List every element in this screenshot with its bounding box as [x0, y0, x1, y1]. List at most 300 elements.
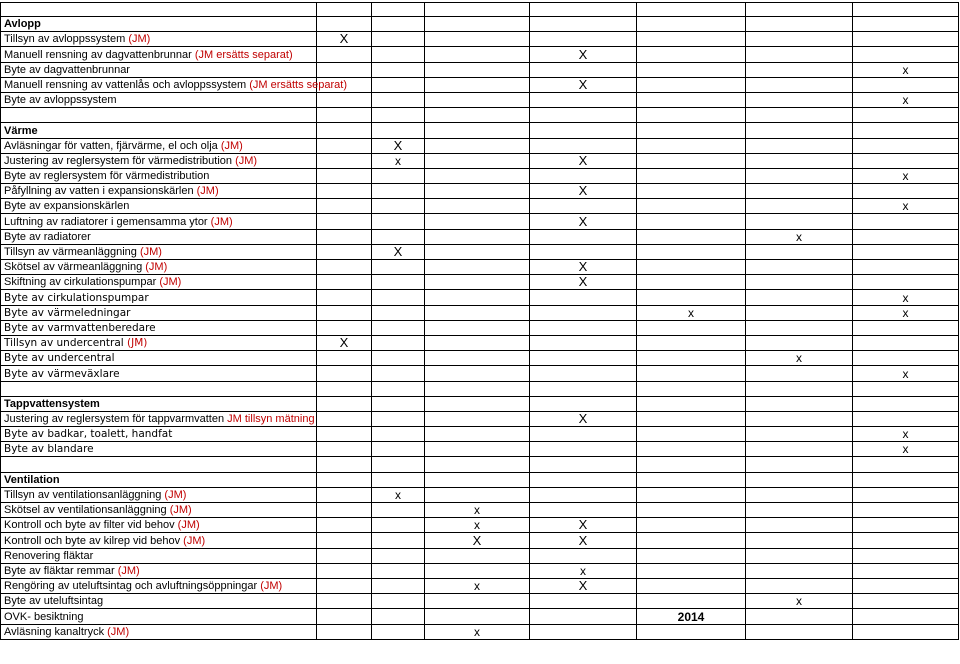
schedule-cell [637, 381, 746, 396]
schedule-mark: x [425, 624, 530, 639]
task-note: (JM) [127, 337, 148, 350]
schedule-cell [530, 487, 637, 502]
schedule-cell [530, 457, 637, 472]
schedule-cell [372, 442, 425, 457]
task-label [1, 396, 317, 411]
schedule-cell [637, 214, 746, 229]
schedule-mark: x [425, 503, 530, 518]
schedule-cell [372, 381, 425, 396]
schedule-cell [425, 290, 530, 305]
task-label [1, 47, 317, 62]
task-label [1, 320, 317, 335]
schedule-cell [425, 244, 530, 259]
schedule-mark: X [317, 335, 372, 350]
table-row [1, 199, 959, 214]
schedule-cell [372, 320, 425, 335]
task-note: (JM) [139, 246, 162, 258]
schedule-cell [317, 199, 372, 214]
schedule-cell [637, 594, 746, 609]
table-row [1, 275, 959, 290]
schedule-cell [637, 168, 746, 183]
schedule-mark: X [530, 184, 637, 199]
schedule-mark: x [853, 92, 959, 107]
schedule-cell [637, 199, 746, 214]
task-label [1, 62, 317, 77]
schedule-cell [746, 563, 853, 578]
schedule-cell [530, 351, 637, 366]
schedule-cell [853, 396, 959, 411]
schedule-cell [530, 503, 637, 518]
task-name: Byte av undercentral [4, 352, 115, 365]
task-note: (JM ersätts separat) [194, 48, 293, 61]
schedule-cell [372, 594, 425, 609]
schedule-cell [637, 548, 746, 563]
task-label [1, 427, 317, 442]
schedule-cell [372, 290, 425, 305]
schedule-cell [746, 77, 853, 92]
schedule-cell [317, 609, 372, 624]
task-name: Justering av reglersystem för tappvarmvatten [4, 413, 225, 426]
schedule-cell [746, 123, 853, 138]
task-label [1, 229, 317, 244]
schedule-cell [746, 609, 853, 624]
schedule-cell [853, 335, 959, 350]
schedule-cell [637, 578, 746, 593]
schedule-cell [746, 472, 853, 487]
schedule-cell [637, 487, 746, 502]
schedule-cell [317, 214, 372, 229]
schedule-cell [530, 229, 637, 244]
schedule-cell [317, 503, 372, 518]
schedule-mark: x [746, 594, 853, 609]
schedule-cell [637, 229, 746, 244]
schedule-cell [853, 578, 959, 593]
schedule-cell [530, 427, 637, 442]
task-name: Värme [4, 124, 38, 137]
schedule-cell [372, 199, 425, 214]
table-row [1, 335, 959, 350]
table-row [1, 77, 959, 92]
section-header-row [1, 396, 959, 411]
task-name: Kontroll och byte av filter vid behov [4, 519, 175, 532]
task-name: Tappvattensystem [4, 397, 100, 410]
schedule-cell [372, 503, 425, 518]
schedule-mark: x [746, 229, 853, 244]
schedule-cell [637, 77, 746, 92]
schedule-cell [425, 305, 530, 320]
schedule-cell [425, 563, 530, 578]
schedule-cell [637, 47, 746, 62]
schedule-cell [746, 138, 853, 153]
schedule-cell [637, 624, 746, 639]
task-label [1, 351, 317, 366]
schedule-cell [317, 3, 372, 17]
task-label [1, 457, 317, 472]
section-header-row [1, 123, 959, 138]
schedule-cell [372, 77, 425, 92]
schedule-cell [637, 396, 746, 411]
schedule-cell [372, 260, 425, 275]
table-row [1, 442, 959, 457]
task-label [1, 32, 317, 47]
schedule-cell [746, 17, 853, 32]
schedule-cell [372, 17, 425, 32]
table-body [1, 3, 959, 640]
schedule-cell [853, 138, 959, 153]
schedule-cell [372, 533, 425, 548]
schedule-cell [637, 503, 746, 518]
schedule-cell [637, 563, 746, 578]
table-row [1, 92, 959, 107]
schedule-cell [530, 17, 637, 32]
task-label [1, 305, 317, 320]
schedule-cell [637, 533, 746, 548]
schedule-cell [372, 3, 425, 17]
schedule-cell [853, 548, 959, 563]
schedule-cell [853, 594, 959, 609]
schedule-mark: X [530, 260, 637, 275]
schedule-cell [425, 214, 530, 229]
task-note: (JM ersätts separat) [249, 78, 348, 91]
task-label [1, 548, 317, 563]
task-note: (JM) [117, 564, 140, 577]
task-label [1, 3, 317, 17]
schedule-cell [530, 244, 637, 259]
task-note: (JM) [159, 276, 182, 289]
schedule-mark: X [530, 411, 637, 426]
table-row [1, 366, 959, 381]
schedule-cell [317, 184, 372, 199]
schedule-cell [853, 229, 959, 244]
schedule-mark: x [372, 153, 425, 168]
task-name: Avläsning kanaltryck [4, 625, 105, 638]
schedule-cell [530, 396, 637, 411]
schedule-cell [317, 305, 372, 320]
schedule-cell [530, 290, 637, 305]
schedule-cell [637, 184, 746, 199]
schedule-cell [317, 487, 372, 502]
schedule-cell [425, 320, 530, 335]
schedule-mark: X [530, 77, 637, 92]
task-name: Skötsel av ventilationsanläggning [4, 504, 167, 517]
task-label [1, 260, 317, 275]
table-row [1, 32, 959, 47]
schedule-cell [530, 609, 637, 624]
schedule-cell [530, 366, 637, 381]
schedule-cell [317, 168, 372, 183]
schedule-cell [637, 442, 746, 457]
schedule-cell [317, 472, 372, 487]
spacer-row [1, 108, 959, 123]
schedule-cell [746, 457, 853, 472]
schedule-mark: x [746, 351, 853, 366]
task-label [1, 594, 317, 609]
schedule-mark: x [853, 168, 959, 183]
task-label [1, 138, 317, 153]
schedule-cell [372, 472, 425, 487]
schedule-cell [317, 244, 372, 259]
schedule-cell [853, 184, 959, 199]
schedule-cell [372, 427, 425, 442]
table-row [1, 305, 959, 320]
schedule-cell [372, 305, 425, 320]
schedule-cell [746, 396, 853, 411]
schedule-cell [530, 548, 637, 563]
schedule-cell [530, 320, 637, 335]
schedule-mark: x [853, 305, 959, 320]
schedule-cell [530, 624, 637, 639]
schedule-cell [317, 594, 372, 609]
table-row [1, 487, 959, 502]
table-row [1, 351, 959, 366]
schedule-cell [637, 351, 746, 366]
task-label [1, 442, 317, 457]
schedule-cell [317, 123, 372, 138]
table-row [1, 260, 959, 275]
schedule-cell [746, 624, 853, 639]
schedule-mark: X [317, 32, 372, 47]
schedule-mark: x [853, 366, 959, 381]
task-note: (JM) [107, 625, 130, 638]
schedule-cell [372, 62, 425, 77]
schedule-cell [853, 503, 959, 518]
schedule-cell [372, 563, 425, 578]
schedule-cell [746, 320, 853, 335]
schedule-mark: x [853, 62, 959, 77]
table-row [1, 320, 959, 335]
task-label [1, 487, 317, 502]
schedule-cell [746, 108, 853, 123]
table-row [1, 62, 959, 77]
schedule-cell [746, 487, 853, 502]
schedule-mark: x [853, 199, 959, 214]
schedule-cell [637, 32, 746, 47]
schedule-cell [372, 275, 425, 290]
schedule-cell [853, 17, 959, 32]
task-label [1, 275, 317, 290]
schedule-cell [425, 229, 530, 244]
task-note: (JM) [260, 580, 283, 593]
task-name: Byte av uteluftsintag [4, 595, 104, 608]
task-label [1, 411, 317, 426]
schedule-cell [853, 320, 959, 335]
schedule-cell [425, 427, 530, 442]
schedule-cell [853, 123, 959, 138]
task-name: Skötsel av värmeanläggning [4, 261, 143, 274]
table-row [1, 290, 959, 305]
table-row [1, 427, 959, 442]
schedule-cell [317, 153, 372, 168]
task-name: Manuell rensning av dagvattenbrunnar [4, 48, 192, 61]
spacer-row [1, 381, 959, 396]
schedule-mark: x [530, 563, 637, 578]
schedule-cell [372, 32, 425, 47]
schedule-cell [637, 17, 746, 32]
schedule-cell [746, 214, 853, 229]
schedule-cell [425, 32, 530, 47]
schedule-cell [372, 624, 425, 639]
schedule-cell [746, 244, 853, 259]
schedule-mark: X [530, 153, 637, 168]
table-row [1, 214, 959, 229]
task-label [1, 214, 317, 229]
task-label [1, 92, 317, 107]
table-row [1, 609, 959, 624]
schedule-cell [372, 548, 425, 563]
schedule-cell [317, 17, 372, 32]
table-row [1, 168, 959, 183]
task-name: Byte av blandare [4, 443, 94, 456]
table-row [1, 153, 959, 168]
task-label [1, 366, 317, 381]
schedule-cell [746, 442, 853, 457]
schedule-cell [425, 123, 530, 138]
schedule-cell [425, 62, 530, 77]
schedule-cell [637, 411, 746, 426]
schedule-mark: x [425, 518, 530, 533]
task-note: JM tillsyn mätning [227, 413, 315, 426]
schedule-cell [853, 624, 959, 639]
table-row [1, 578, 959, 593]
task-name: Byte av dagvattenbrunnar [4, 63, 130, 76]
schedule-cell [372, 366, 425, 381]
schedule-cell [746, 62, 853, 77]
schedule-cell [637, 457, 746, 472]
schedule-cell [372, 47, 425, 62]
schedule-cell [746, 381, 853, 396]
schedule-mark: X [372, 138, 425, 153]
schedule-cell [317, 518, 372, 533]
schedule-cell [637, 335, 746, 350]
schedule-mark: x [637, 305, 746, 320]
schedule-cell [746, 518, 853, 533]
schedule-cell [317, 351, 372, 366]
task-name: Byte av varmvattenberedare [4, 321, 156, 334]
task-name: Rengöring av uteluftsintag och avluftningsöppningar [4, 580, 258, 593]
schedule-cell [746, 275, 853, 290]
schedule-cell [853, 563, 959, 578]
schedule-cell [317, 578, 372, 593]
task-name: Byte av värmeledningar [4, 306, 131, 319]
task-name: Luftning av radiatorer i gemensamma ytor [4, 215, 208, 228]
schedule-cell [372, 457, 425, 472]
schedule-cell [425, 381, 530, 396]
schedule-cell [530, 199, 637, 214]
schedule-cell [317, 396, 372, 411]
schedule-cell [853, 472, 959, 487]
task-note: (JM) [169, 504, 192, 517]
schedule-cell [317, 533, 372, 548]
schedule-cell [530, 305, 637, 320]
task-name: Skiftning av cirkulationspumpar [4, 276, 157, 289]
schedule-cell [530, 138, 637, 153]
task-label [1, 290, 317, 305]
schedule-cell [317, 320, 372, 335]
schedule-cell [425, 411, 530, 426]
schedule-cell [853, 47, 959, 62]
task-name: Byte av radiatorer [4, 230, 91, 243]
schedule-cell [853, 153, 959, 168]
schedule-cell [425, 3, 530, 17]
schedule-cell [853, 214, 959, 229]
schedule-cell [530, 123, 637, 138]
schedule-cell [746, 199, 853, 214]
schedule-cell [746, 47, 853, 62]
schedule-cell [746, 548, 853, 563]
schedule-cell [746, 366, 853, 381]
schedule-cell [425, 17, 530, 32]
task-name: Byte av avloppssystem [4, 94, 117, 107]
spacer-row [1, 457, 959, 472]
schedule-cell [317, 366, 372, 381]
schedule-cell [317, 62, 372, 77]
task-name: Avläsningar för vatten, fjärvärme, el och olja [4, 139, 218, 152]
task-name: Tillsyn av ventilationsanläggning [4, 489, 162, 501]
schedule-cell [425, 138, 530, 153]
task-name: Justering av reglersystem för värmedistribution [4, 154, 233, 167]
schedule-cell [637, 320, 746, 335]
task-name: OVK- besiktning [4, 610, 84, 623]
schedule-cell [425, 92, 530, 107]
schedule-cell [746, 578, 853, 593]
schedule-cell [317, 548, 372, 563]
schedule-cell [853, 533, 959, 548]
table-row [1, 594, 959, 609]
task-label [1, 609, 317, 624]
schedule-cell [530, 32, 637, 47]
schedule-cell [317, 563, 372, 578]
table-row [1, 229, 959, 244]
schedule-cell [425, 108, 530, 123]
schedule-cell [637, 3, 746, 17]
schedule-mark: X [530, 275, 637, 290]
schedule-cell [425, 199, 530, 214]
schedule-cell [425, 609, 530, 624]
schedule-cell [530, 472, 637, 487]
task-name: Byte av reglersystem för värmedistribution [4, 170, 210, 183]
schedule-cell [637, 108, 746, 123]
task-label [1, 108, 317, 123]
task-label [1, 578, 317, 593]
schedule-cell [425, 457, 530, 472]
schedule-cell [746, 533, 853, 548]
task-note: (JM) [145, 261, 168, 274]
schedule-cell [425, 275, 530, 290]
schedule-cell [637, 62, 746, 77]
schedule-cell [317, 108, 372, 123]
task-label [1, 17, 317, 32]
schedule-cell [853, 351, 959, 366]
schedule-mark: X [530, 533, 637, 548]
schedule-cell [425, 396, 530, 411]
schedule-cell [853, 108, 959, 123]
schedule-cell [853, 518, 959, 533]
table-row [1, 518, 959, 533]
task-label [1, 123, 317, 138]
schedule-cell [637, 472, 746, 487]
schedule-cell [746, 260, 853, 275]
schedule-cell [530, 442, 637, 457]
task-label [1, 199, 317, 214]
schedule-cell [372, 411, 425, 426]
schedule-cell [637, 290, 746, 305]
task-note: (JM) [164, 489, 187, 501]
task-name: Byte av cirkulationspumpar [4, 291, 149, 304]
schedule-mark: X [425, 533, 530, 548]
schedule-cell [530, 3, 637, 17]
schedule-cell [372, 578, 425, 593]
schedule-cell [425, 442, 530, 457]
